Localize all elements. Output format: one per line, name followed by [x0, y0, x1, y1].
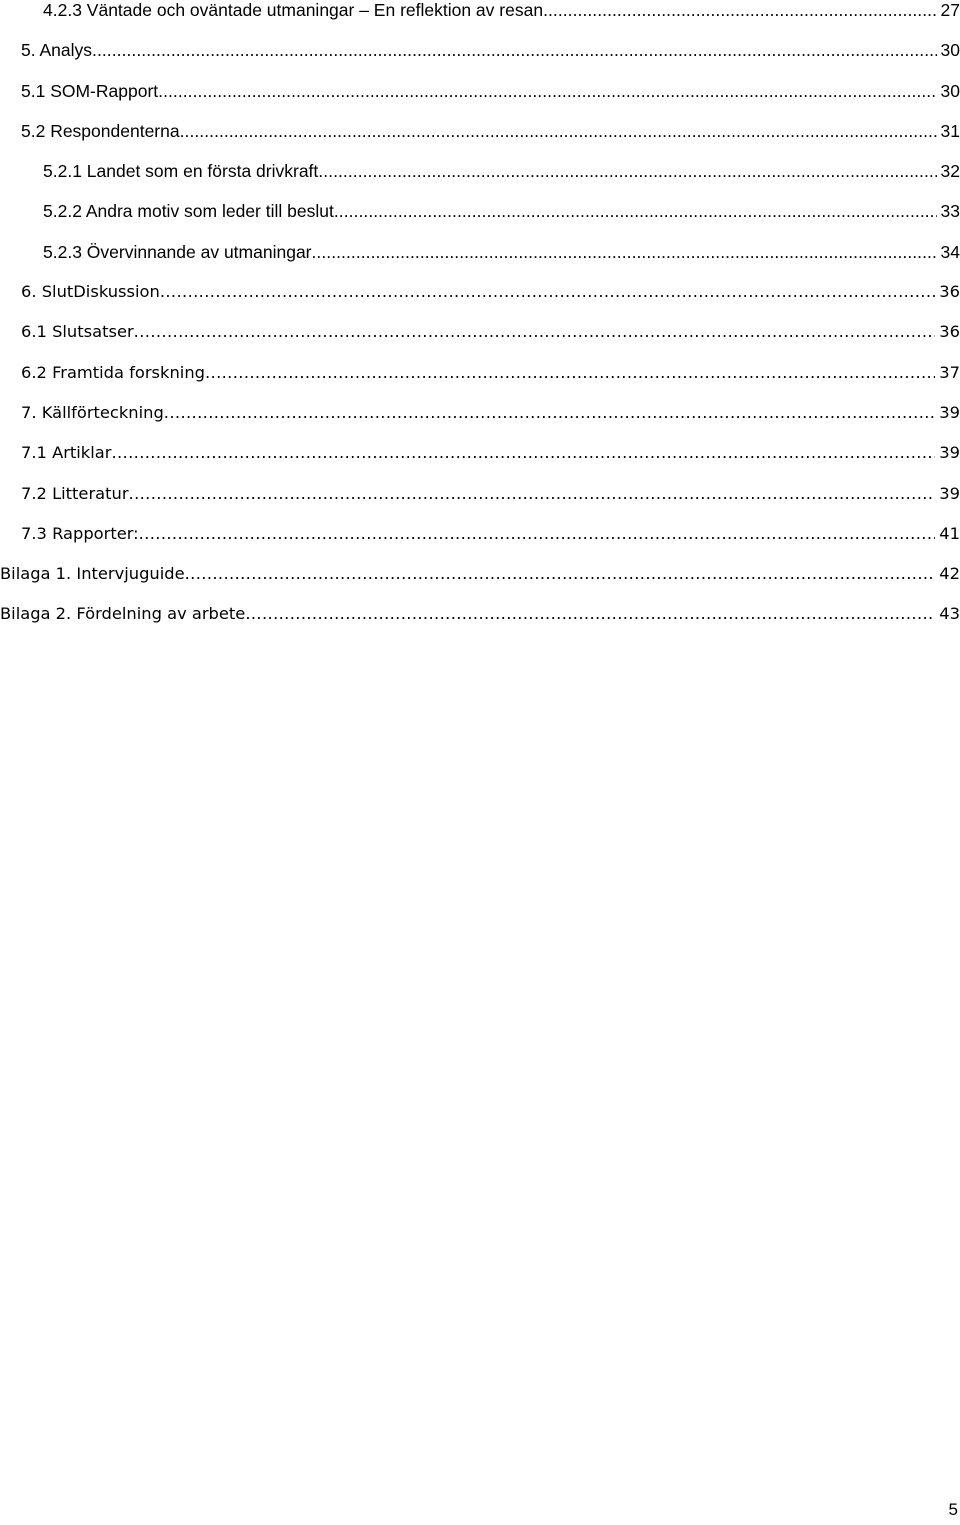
toc-entry-title: Bilaga 2. Fördelning av arbete — [0, 604, 246, 624]
toc-dot-leader — [543, 0, 936, 27]
toc-entry-title: 6.1 Slutsatser — [21, 322, 134, 342]
toc-dot-leader — [205, 356, 935, 390]
toc-entry-page: 36 — [939, 322, 960, 342]
toc-entry[interactable] — [0, 154, 960, 194]
toc-dot-leader — [164, 396, 935, 430]
toc-entry-title: 5.2 Respondenterna — [21, 120, 180, 141]
toc-entry[interactable] — [0, 74, 960, 114]
toc-entry-page: 39 — [939, 483, 960, 503]
toc-entry-page: 43 — [939, 604, 960, 624]
toc-dot-leader — [180, 114, 937, 148]
toc-dot-leader — [92, 33, 937, 67]
toc-entry-title: 5.2.3 Övervinnande av utmaningar — [43, 241, 312, 262]
toc-entry-page: 30 — [940, 40, 960, 61]
toc-entry[interactable] — [0, 517, 960, 557]
page-number: 5 — [948, 1500, 958, 1519]
toc-entry[interactable] — [0, 275, 960, 315]
toc-entry[interactable] — [0, 356, 960, 396]
toc-entry[interactable] — [0, 396, 960, 436]
toc-entry-page: 31 — [940, 120, 960, 141]
toc-entry-page: 27 — [940, 0, 960, 20]
toc-entry-title: 7.3 Rapporter: — [21, 523, 139, 543]
toc-entry[interactable] — [0, 235, 960, 275]
toc-entry[interactable] — [0, 477, 960, 517]
toc-dot-leader — [245, 597, 935, 631]
toc-entry-page: 30 — [940, 80, 960, 101]
toc-entry-title: 5.1 SOM-Rapport — [21, 80, 159, 101]
toc-entry-page: 36 — [939, 282, 960, 302]
toc-dot-leader — [185, 557, 936, 591]
toc-entry[interactable] — [0, 33, 960, 73]
toc-entry[interactable] — [0, 0, 960, 33]
toc-entry[interactable] — [0, 597, 960, 637]
toc-dot-leader — [134, 315, 936, 349]
toc-entry-page: 33 — [940, 201, 960, 222]
toc-entry-title: 7.1 Artiklar — [21, 443, 112, 463]
toc-entry-page: 42 — [939, 564, 960, 584]
toc-entry-title: 5.2.2 Andra motiv som leder till beslut — [43, 201, 334, 222]
toc-dot-leader — [312, 235, 937, 269]
toc-dot-leader — [160, 275, 935, 309]
toc-entry-page: 39 — [939, 443, 960, 463]
toc-entry-title: 6.2 Framtida forskning — [21, 362, 205, 382]
toc-dot-leader — [139, 517, 936, 551]
toc-entry[interactable] — [0, 315, 960, 355]
toc-dot-leader — [158, 74, 936, 108]
toc-dot-leader — [111, 436, 935, 470]
table-of-contents — [0, 0, 960, 638]
toc-entry-page: 41 — [939, 523, 960, 543]
toc-entry-title: 5.2.1 Landet som en första drivkraft — [43, 161, 319, 182]
toc-entry-page: 37 — [939, 362, 960, 382]
toc-entry-title: 5. Analys — [21, 40, 93, 61]
toc-entry[interactable] — [0, 114, 960, 154]
toc-entry[interactable] — [0, 194, 960, 234]
toc-entry[interactable] — [0, 436, 960, 476]
toc-entry-title: 6. SlutDiskussion — [21, 282, 160, 302]
toc-entry-page: 32 — [940, 161, 960, 182]
toc-entry-title: 7.2 Litteratur — [21, 483, 129, 503]
toc-entry-page: 39 — [939, 402, 960, 422]
toc-entry-title: 7. Källförteckning — [21, 402, 164, 422]
toc-entry-title: 4.2.3 Väntade och oväntade utmaningar – En reflektion av resan — [43, 0, 544, 20]
toc-entry-title: Bilaga 1. Intervjuguide — [0, 564, 185, 584]
toc-dot-leader — [129, 477, 936, 511]
toc-dot-leader — [318, 154, 936, 188]
toc-entry[interactable] — [0, 557, 960, 597]
toc-dot-leader — [334, 194, 937, 228]
toc-entry-page: 34 — [940, 241, 960, 262]
